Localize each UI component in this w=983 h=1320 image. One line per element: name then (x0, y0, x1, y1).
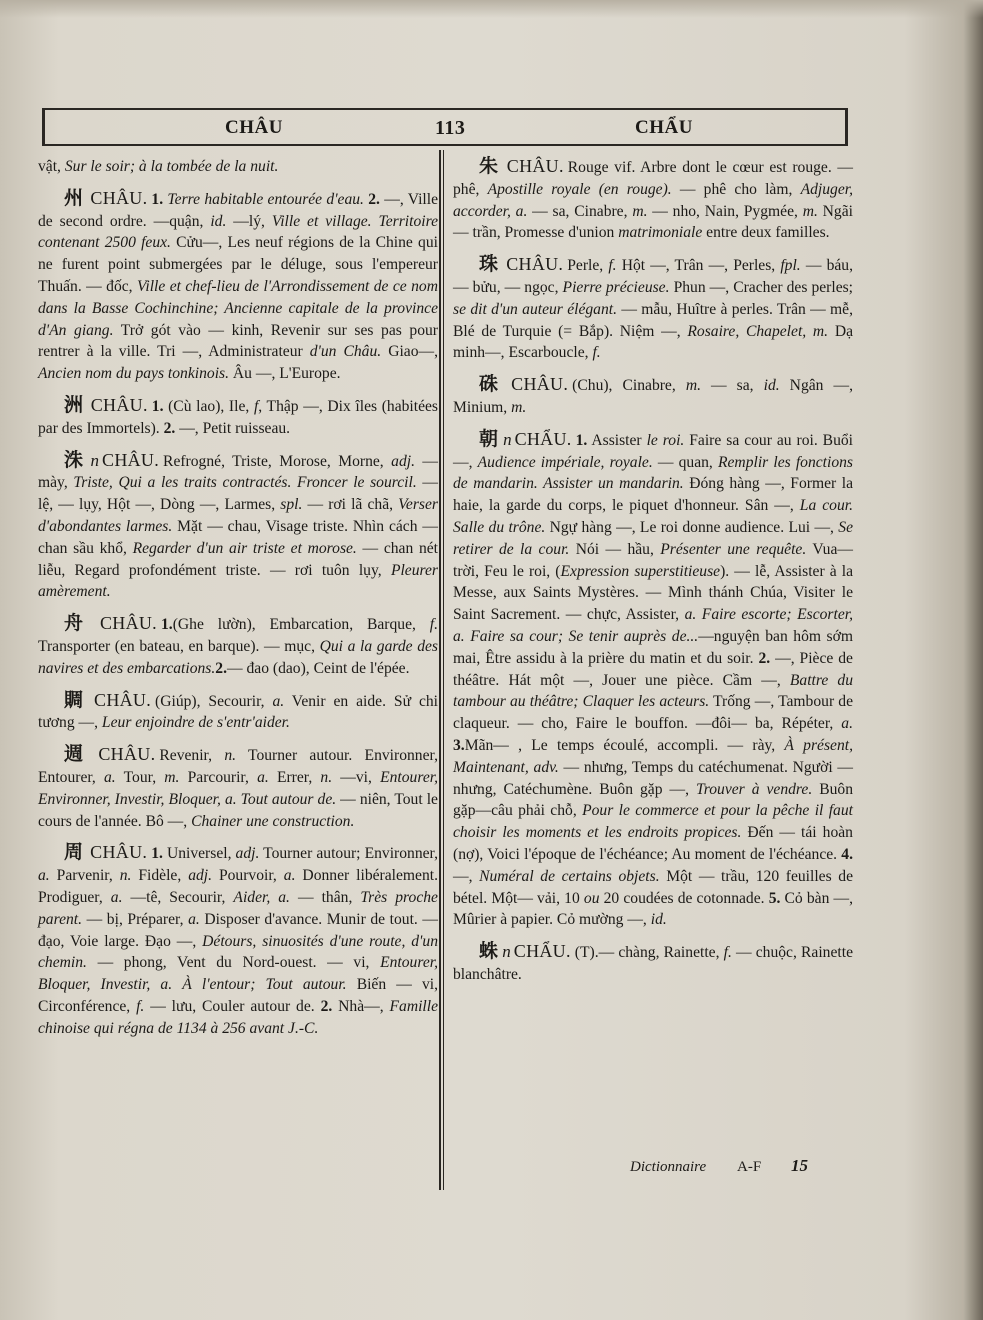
entry-text: Dạ minh—, Escarboucle, (453, 322, 853, 362)
page-number: 113 (435, 117, 466, 139)
entry-text: m. (632, 202, 648, 220)
entry-headword: CHÂU. (90, 842, 148, 863)
dictionary-entry (453, 254, 853, 364)
entry-text: Pourvoir, (212, 867, 284, 885)
entry-text: Assister (587, 431, 647, 449)
dictionary-entry (38, 690, 438, 735)
entry-text: a. (188, 910, 200, 928)
dictionary-entry (453, 374, 853, 419)
entry-text: Chainer une construction. (191, 812, 355, 830)
entry-text: Errer, (268, 768, 321, 786)
entry-text: Parcourir, (179, 768, 258, 786)
entry-text: a. (104, 768, 116, 786)
entry-text: Nhà—, (332, 997, 390, 1015)
entry-text: —lý, (226, 212, 272, 230)
entry-text: (Chu), Cinabre, (572, 377, 686, 395)
entry-text: 1. (161, 616, 173, 634)
entry-text: —, Pièce de théâtre. Hát một —, Jouer une pièce. Cầm —, (453, 649, 853, 689)
entry-text: f (253, 397, 259, 415)
entry-text: id. (210, 212, 227, 230)
entry-text: Phun —, Cracher des perles; (669, 278, 854, 296)
entry-text: Se retirer de la cour. (453, 518, 853, 558)
running-header (42, 108, 848, 146)
entry-character: 洙 (64, 448, 87, 471)
entry-text: n. (320, 768, 333, 786)
entry-text: Ville et village. Territoire contenant 2500 feux. (38, 212, 438, 252)
entry-text: — thân, (289, 888, 361, 906)
entry-text: Pleurer amèrement. (38, 561, 438, 601)
entry-text: vật, (38, 158, 65, 175)
entry-text: Ville et chef-lieu de l'Arrondissement de ce nom dans la Basse Cochinchine; Ancienne capitale de la province d'An giang. (38, 277, 438, 339)
entry-text: — mẫu, Huître à perles. Trân — mễ, Blé de Turquie (= Bắp). Niệm —, (453, 300, 853, 340)
entry-text: a. (257, 768, 269, 786)
entry-character: 朝 (479, 427, 500, 450)
entry-text: d'un Châu. (309, 343, 382, 361)
entry-text: Universel, (162, 845, 236, 863)
entry-text: adj. (391, 452, 415, 470)
entry-character: 蛛 (479, 940, 499, 963)
entry-text: Tourner autour. Environner, Entourer, (38, 747, 438, 786)
entry-character: 珠 (479, 253, 500, 276)
entry-text: —nguyện ban hôm sớm mai, Être assidu à la prière du matin et du soir. (453, 627, 853, 667)
entry-text: Pour le commerce et pour la pêche il faut choisir les moments et les endroits propices. (453, 802, 853, 842)
entry-text: ou (583, 889, 600, 907)
entry-text: matrimoniale (618, 224, 703, 242)
dictionary-entry (453, 429, 853, 931)
entry-text: — quan, (652, 453, 718, 471)
entry-text: Revenir, (159, 747, 225, 765)
entry-text: Hột —, Trân —, Perles, (616, 257, 781, 275)
entry-text: Đến — tái hoàn (nợ), Voici l'époque de l'échéance; Au moment de l'échéance. (453, 824, 853, 863)
entry-text: — rơi lã chã, (302, 496, 399, 514)
entry-headword: CHÂU. (90, 187, 148, 208)
entry-text: n. (119, 867, 132, 885)
entry-text: Aider, a. (233, 888, 290, 906)
page-edge (0, 0, 983, 18)
entry-headword: CHÂU. (506, 254, 564, 275)
entry-text: —, Ville de second ordre. —quận, (38, 190, 438, 230)
entry-headword: CHẨU. (513, 941, 571, 962)
entry-headword: CHÂU. (94, 689, 152, 710)
entry-text: Cỏ bàn —, Mûrier à papier. Cỏ mường —, (453, 889, 854, 929)
entry-text: Mặt — chau, Visage triste. Nhìn cách — chan sầu khổ, (38, 517, 438, 557)
entry-text: 2. (163, 419, 176, 437)
entry-text: Apostille royale (en rouge). (487, 180, 672, 198)
entry-text: a. (272, 692, 285, 710)
entry-text: adj. (235, 845, 260, 863)
entry-text: Faire sa cour au roi. Buổi —, (453, 431, 854, 471)
entry-text: Famille chinoise qui régna de 1134 à 256 avant J.-C. (38, 997, 439, 1037)
dictionary-entry (453, 941, 853, 986)
entry-text: Disposer d'avance. Munir de tout. — đạo, Voie large. Đạo —, (38, 910, 438, 950)
entry-character: 硃 (479, 373, 505, 396)
entry-text: a. (841, 715, 853, 733)
entry-text: Refrogné, Triste, Morose, Morne, (163, 452, 392, 470)
entry-text: La cour. Salle du trône. (453, 497, 853, 536)
entry-character: 州 (64, 186, 84, 209)
entry-text: Leur enjoindre de s'entr'aider. (101, 714, 290, 732)
entry-text: — đao (dao), Ceint de l'épée. (226, 659, 410, 677)
entry-text: Regarder d'un air triste et morose. (132, 539, 357, 557)
entry-text: (Ghe lườn), Embarcation, Barque, (172, 616, 430, 634)
dictionary-entry (453, 156, 853, 244)
entry-text: 5. (768, 889, 781, 907)
entry-text: 1. (151, 845, 163, 863)
dictionary-entry (38, 188, 438, 385)
footer-signature: 15 (790, 1156, 808, 1175)
entry-text: Rosaire, Chapelet, m. (687, 322, 829, 340)
entry-text: — báu, — bửu, — ngọc, (453, 257, 853, 296)
right-column (453, 156, 853, 996)
entry-text: Rouge vif. Arbre dont le cœur est rouge. — phê, (453, 159, 853, 198)
entry-text: Tourner autour; Environner, (259, 845, 438, 863)
entry-character: 舟 (64, 612, 93, 635)
entry-text: — phê cho làm, (671, 180, 801, 198)
entry-text: Fidèle, (131, 867, 189, 885)
entry-headword: CHÂU. (98, 744, 156, 765)
entry-text: Présenter une requête. (660, 540, 807, 558)
entry-text: Transporter (en bateau, en barque). — mục, (38, 637, 320, 655)
entry-text: se dit d'un auteur élégant. (453, 300, 617, 318)
entry-text: 20 coudées de cotonnade. (599, 889, 769, 907)
entry-text: m. (511, 398, 527, 416)
entry-headword: CHẨU. (514, 428, 572, 449)
entry-text: m. (164, 768, 180, 786)
entry-text: f. (429, 616, 438, 634)
header-left-guide-word: CHÂU (225, 117, 283, 138)
entry-text: Âu —, L'Europe. (229, 365, 341, 383)
entry-text: Audience impériale, royale. (477, 453, 653, 471)
entry-text: a. (110, 888, 123, 906)
entry-character: 周 (64, 841, 84, 864)
entry-text: — chan nét liễu, Regard profondément triste. — rơi tuôn lụy, (38, 539, 438, 579)
entry-text: adj. (188, 867, 213, 885)
entry-text: —vi, (332, 768, 381, 786)
entry-text: 2. (215, 659, 227, 677)
entry-text: (Giúp), Secourir, (155, 692, 273, 710)
entry-character: 洲 (64, 393, 84, 416)
entry-text: Numéral de certains objets. (479, 867, 660, 885)
entry-text: 1. (151, 397, 169, 415)
entry-text: Expression superstitieuse (560, 562, 721, 580)
entry-text: Biến — vi, Circonférence, (38, 976, 438, 1015)
entry-text: —tê, Secourir, (122, 888, 234, 906)
entry-text: f. (723, 944, 732, 962)
footer-title: Dictionnaire (630, 1159, 707, 1175)
entry-text: —, (453, 867, 480, 885)
entry-text: Remplir les fonctions de mandarin. Assister un mandarin. (453, 453, 853, 493)
entry-text: Cửu—, Les neuf régions de la Chine qui ne furent point submergées par le déluge, sous l'empereur Thuấn. — đốc, (38, 234, 438, 295)
entry-text: — nhưng, Temps du catéchumenat. Người — nhưng, Catéchumène. Buôn gặp —, (453, 758, 853, 798)
entry-text: m. (802, 202, 818, 220)
entry-text: 3. (453, 736, 465, 754)
entry-text: Sur le soir; à la tombée de la nuit. (64, 158, 279, 175)
left-column (38, 156, 438, 1049)
dictionary-entry (38, 613, 438, 679)
entry-text: le roi. (646, 431, 685, 449)
dictionary-entry (38, 450, 438, 604)
entry-text: f. (592, 344, 601, 362)
entry-text: — phong, Vent du Nord-ouest. — vi, (86, 954, 381, 972)
entry-text: Buôn gặp—câu phải chỗ, (453, 780, 853, 820)
entry-text: , Thập —, Dix îles (habitées par des Immortels). (38, 397, 438, 437)
entry-text: Ngân —, Minium, (453, 377, 853, 416)
entry-text: — niên, Tout le cours de l'année. Bô —, (38, 790, 438, 830)
entry-text: entre deux familles. (702, 224, 830, 242)
column-divider (439, 150, 444, 1190)
entry-text: f. (608, 257, 617, 275)
dictionary-entry (38, 744, 438, 832)
entry-text: (T).— chàng, Rainette, (574, 944, 724, 962)
entry-text: a. (283, 867, 296, 885)
entry-headword: CHÂU. (102, 449, 160, 470)
entry-text: 2. (368, 190, 380, 208)
page-footer (630, 1156, 808, 1176)
entry-text: Venir en aide. Sử chi tương —, (38, 692, 438, 732)
entry-character: 賙 (64, 688, 88, 711)
entry-text: — sa, Cinabre, (527, 202, 633, 220)
entry-text: Battre du tambour au théâtre; Claquer les acteurs. (453, 671, 854, 711)
entry-marker: n (90, 450, 100, 470)
entry-text: Tour, (115, 768, 165, 786)
entry-text: Très proche parent. (38, 888, 438, 928)
entry-text: Triste, Qui a les traits contractés. Froncer le sourcil. (73, 474, 417, 492)
entry-character: 朱 (479, 155, 500, 177)
entry-text: — chuộc, Rainette blanchâtre. (453, 944, 853, 983)
entry-text: Terre habitable entourée d'eau. (167, 190, 369, 208)
entry-text: a. (38, 867, 50, 885)
entry-text: 2. (320, 997, 333, 1015)
dictionary-entry (38, 395, 438, 440)
entry-text: Giao—, (381, 343, 438, 361)
entry-headword: CHÂU. (506, 156, 564, 176)
entry-text: Qui a la garde des navires et des embarcations. (38, 637, 438, 677)
entry-marker: n (502, 942, 511, 962)
entry-text: Perle, (567, 257, 609, 275)
entry-continuation (38, 156, 438, 178)
entry-text: Détours, sinuosités d'une route, d'un chemin. (38, 932, 438, 972)
header-right-guide-word: CHẨU (635, 117, 693, 138)
entry-text: Một — trầu, 120 feuilles de bétel. Một— vải, 10 (453, 867, 853, 907)
entry-headword: CHÂU. (99, 613, 157, 634)
entry-text: Đóng hàng —, Former la haie, la garde du corps, le piquet d'honneur. Sân —, (453, 475, 853, 515)
entry-text: Pierre précieuse. (562, 278, 670, 296)
entry-headword: CHÂU. (90, 394, 148, 415)
entry-text: 2. (758, 649, 771, 667)
entry-text: Entourer, Bloquer, Investir, a. À l'entour; Tout autour. (38, 954, 438, 994)
entry-text: 4. (841, 845, 853, 863)
entry-text: 1. (151, 190, 168, 208)
entry-text: — nho, Nain, Pygmée, (647, 202, 803, 220)
entry-text: — bị, Préparer, (82, 910, 189, 928)
entry-text: Vua—trời, Feu le roi, ( (453, 540, 853, 580)
entry-text: a. Faire escorte; Escorter, a. Faire sa cour; Se tenir auprès de... (453, 606, 853, 645)
entry-text: Ngự hàng —, Le roi donne audience. Lui —, (545, 518, 839, 536)
entry-character: 週 (64, 743, 92, 766)
entry-text: (Cù lao), Ile, (168, 397, 254, 415)
entry-text: 1. (575, 431, 588, 449)
entry-text: n. (224, 747, 237, 765)
entry-text: Trống —, Tambour de claqueur. — cho, Faire le bouffon. —đôi— ba, Répéter, (453, 693, 854, 733)
entry-text: Ngãi — trần, Promesse d'union (453, 202, 853, 242)
entry-text: fpl. (780, 257, 801, 275)
entry-text: Trouver à vendre. (695, 780, 813, 798)
entry-text: Parvenir, (49, 867, 120, 885)
footer-volume: A-F (737, 1159, 762, 1175)
entry-text: ). — lễ, Assister à la Messe, aux Saints Mystères. — Mình thánh Chúa, Visiter le Saint Sacrement. — chực, Assister, (453, 562, 854, 624)
entry-text: Entourer, Environner, Investir, Bloquer, a. Tout autour de. (38, 768, 438, 808)
entry-text: m. (685, 377, 701, 395)
entry-text: f. (136, 997, 145, 1015)
entry-text: Donner libéralement. Prodiguer, (38, 867, 438, 906)
entry-text: id. (763, 377, 780, 395)
entry-marker: n (503, 429, 512, 449)
entry-text: Nói — hầu, (569, 540, 661, 558)
entry-text: id. (650, 911, 667, 929)
entry-text: Verser d'abondantes larmes. (38, 496, 438, 535)
entry-text: — sa, (700, 377, 764, 395)
entry-text: —, Petit ruisseau. (175, 419, 291, 437)
entry-text: spl. (280, 496, 303, 514)
entry-text: À présent, Maintenant, adv. (453, 736, 853, 776)
entry-headword: CHÂU. (511, 374, 569, 395)
entry-text: — lệ, — lụy, Hột —, Dòng —, Larmes, (38, 474, 438, 514)
entry-text: — mày, (38, 452, 438, 492)
entry-text: Trở gót vào — kinh, Revenir sur ses pas pour rentrer à la ville. Tri —, Administrateur (38, 321, 438, 361)
entry-text: Mãn— , Le temps écoulé, accompli. — rày, (464, 736, 785, 754)
dictionary-entry (38, 842, 438, 1039)
entry-text: Adjuger, accorder, a. (453, 180, 853, 220)
entry-text: Ancien nom du pays tonkinois. (38, 365, 229, 383)
entry-text: — lưu, Couler autour de. (144, 997, 321, 1015)
